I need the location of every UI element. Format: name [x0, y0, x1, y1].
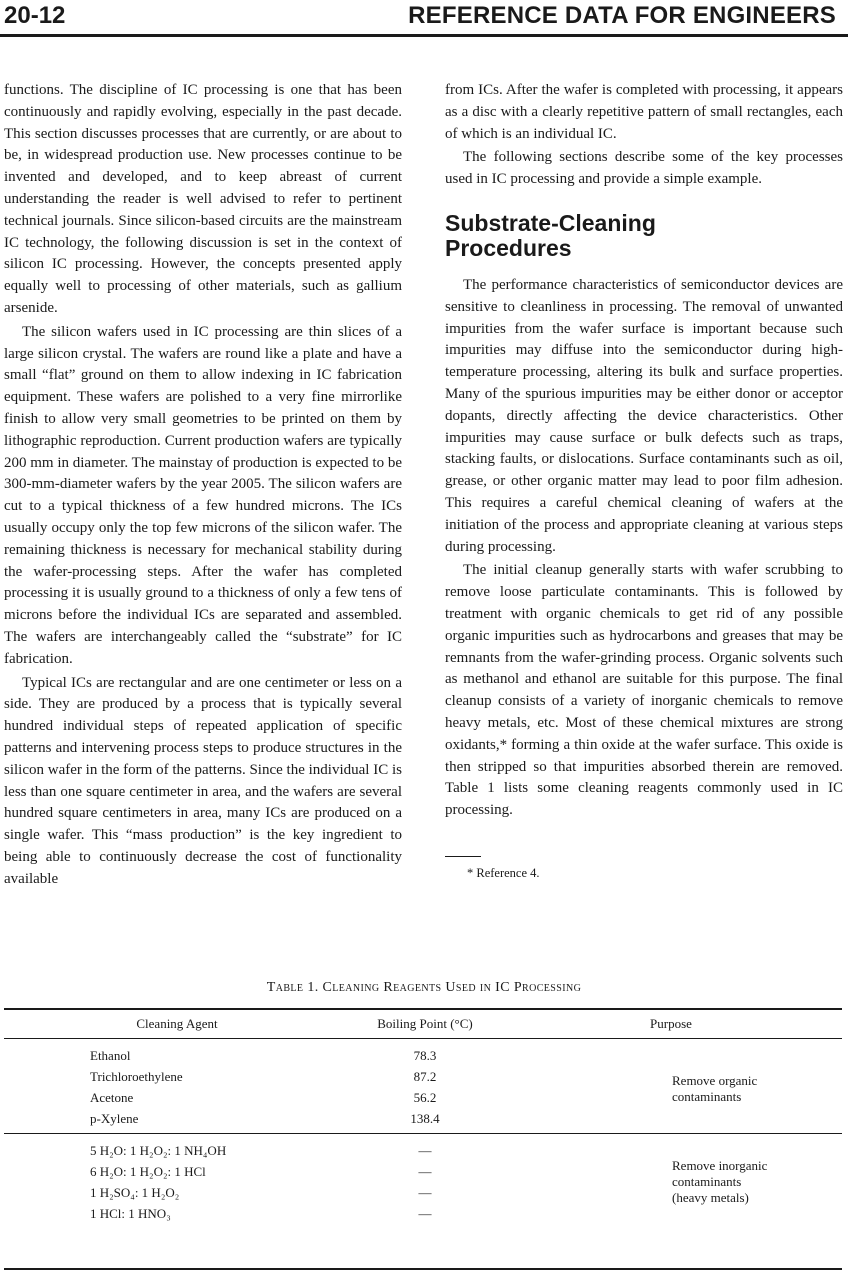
- section-heading: [445, 211, 843, 261]
- table-header-row: [4, 1009, 842, 1039]
- table-row: [4, 1039, 842, 1067]
- paragraph: The initial cleanup generally starts with wafer scrubbing to remove loose particulate contaminants. This is followed by treatment with organic chemicals to get rid of any possible organic impurities such as hydrocarbons and greases that may be remnants from the wafer-grinding process. Organic solvents such as methanol and ethanol are suitable for this purpose. The final cleanup consists of a variety of inorganic chemicals to remove heavy metals, etc. Most of these chemical mixtures are strong oxidants,* forming a thin oxide at the wafer surface. This oxide is then stripped so that impurities absorbed therein are removed. Table 1 lists some cleaning reagents commonly used in IC processing.: [445, 562, 843, 819]
- table-caption-text: Table 1. Cleaning Reagents Used in IC Processing: [266, 980, 582, 995]
- paragraph: Typical ICs are rectangular and are one centimeter or less on a side. They are produced by a process that is typically several hundred individual steps of repeated application of specific patterns and intervening process steps to produce structures in the silicon wafer in the form of the patterns. Since the individual IC is less than one square centimeter in area, and the wafers are several hundred square centimeters in area, many ICs are produced on a single wafer. This “mass production” is the key ingredient to being able to continuously decrease the cost of functionality available: [4, 674, 402, 887]
- cell-agent: Ethanol: [90, 1047, 131, 1063]
- cell-purpose: [500, 1039, 842, 1134]
- column-header-agent: Cleaning Agent: [4, 1009, 350, 1039]
- purpose-line: Remove inorganic: [672, 1158, 768, 1173]
- column-header-purpose: Purpose: [500, 1009, 842, 1039]
- right-column: [445, 80, 843, 885]
- header-rule: [0, 34, 848, 37]
- left-column: [4, 80, 402, 890]
- cell-agent: 1 H₂SO₄: 1 H₂O₂: [90, 1184, 180, 1200]
- cell-boiling-point: 78.3: [413, 1047, 437, 1063]
- cell-boiling-point: 87.2: [413, 1068, 437, 1084]
- cell-agent: Trichloroethylene: [90, 1068, 183, 1084]
- footnote-rule: [445, 856, 481, 857]
- paragraph: The silicon wafers used in IC processing are thin slices of a large silicon crystal. The wafers are round like a plate and have a small “flat” ground on them to allow indexing in IC fabrication equipment. These wafers are polished to a very fine mirrorlike finish to allow very small geometries to be printed on them by lithographic reproduction. Current production wafers are typically 200 mm in diameter. The mainstay of production is expected to be 300-mm-diameter wafers by the year 2005. The silicon wafers are cut to a typical thickness of a few hundred microns. The ICs usually occupy only the top few microns of the silicon wafer. The remaining thickness is necessary for mechanical stability during the wafer-processing steps. After the wafer has completed processing it is usually ground to a thickness of only a few tens of microns before the individual ICs are separated and assembled. The wafers are interchangeably called the “substrate” for IC fabrication.: [4, 323, 402, 667]
- running-title: REFERENCE DATA FOR ENGINEERS: [408, 2, 836, 29]
- paragraph: from ICs. After the wafer is completed with processing, it appears as a disc with a clearly repetitive pattern of small rectangles, each of which is an individual IC.: [445, 82, 843, 142]
- paragraph: functions. The discipline of IC processing is one that has been continuously and rapidly evolving, especially in the past decade. This section discusses processes that are currently, or are about to be, in widespread production use. New processes continue to be invented and developed, and to keep abreast of current understanding the reader is well advised to refer to pertinent technical journals. Since silicon-based circuits are the mainstream IC technology, the following discussion is set in the context of silicon IC processing. However, the concepts presented apply equally well to processing of other materials, such as gallium arsenide.: [4, 82, 402, 316]
- table-bottom-rule: [4, 1268, 842, 1270]
- table-row: [4, 1140, 842, 1161]
- cell-agent: p-Xylene: [90, 1110, 139, 1126]
- cell-boiling-point: —: [418, 1142, 432, 1158]
- paragraph: The performance characteristics of semiconductor devices are sensitive to cleanliness in processing. The removal of unwanted impurities from the wafer surface is important because such impurities may diffuse into the semiconductor during high-temperature processing, altering its bulk and surface properties. Many of the spurious impurities may be either donor or acceptor dopants, directly affecting the device characteristics. Other impurities may cause surface or bulk defects such as traps, stacking faults, or dislocations. Surface contaminants such as oil, grease, or other organic matter may lead to poor film adhesion. This requires a careful chemical cleaning of wafers at the initiation of the process and appropriate cleaning at various steps during processing.: [445, 276, 843, 555]
- page-number: 20-12: [4, 2, 66, 29]
- cell-agent: 6 H₂O: 1 H₂O₂: 1 HCl: [90, 1163, 206, 1179]
- purpose-line: contaminants: [672, 1089, 742, 1104]
- section-heading-line: Procedures: [445, 234, 572, 261]
- cell-boiling-point: —: [418, 1184, 432, 1200]
- paragraph: The following sections describe some of the key processes used in IC processing and provide a simple example.: [445, 149, 843, 188]
- table-caption: [0, 980, 848, 996]
- cell-agent: Acetone: [90, 1089, 134, 1105]
- purpose-line: contaminants: [672, 1174, 742, 1189]
- cell-boiling-point: 56.2: [413, 1089, 437, 1105]
- cell-boiling-point: —: [418, 1163, 432, 1179]
- cell-boiling-point: —: [418, 1205, 432, 1221]
- cell-agent: 5 H₂O: 1 H₂O₂: 1 NH₄OH: [90, 1142, 227, 1158]
- section-heading-line: Substrate-Cleaning: [445, 209, 656, 236]
- cleaning-reagents-table: [4, 1008, 842, 1224]
- column-header-boiling-point: Boiling Point (°C): [350, 1009, 500, 1039]
- cell-purpose: [500, 1140, 842, 1224]
- footnote: * Reference 4.: [467, 865, 540, 880]
- cell-boiling-point: 138.4: [410, 1110, 440, 1126]
- cell-agent: 1 HCl: 1 HNO₃: [90, 1205, 171, 1221]
- purpose-line: Remove organic: [672, 1073, 758, 1088]
- purpose-line: (heavy metals): [672, 1190, 749, 1205]
- page-header: [0, 0, 848, 40]
